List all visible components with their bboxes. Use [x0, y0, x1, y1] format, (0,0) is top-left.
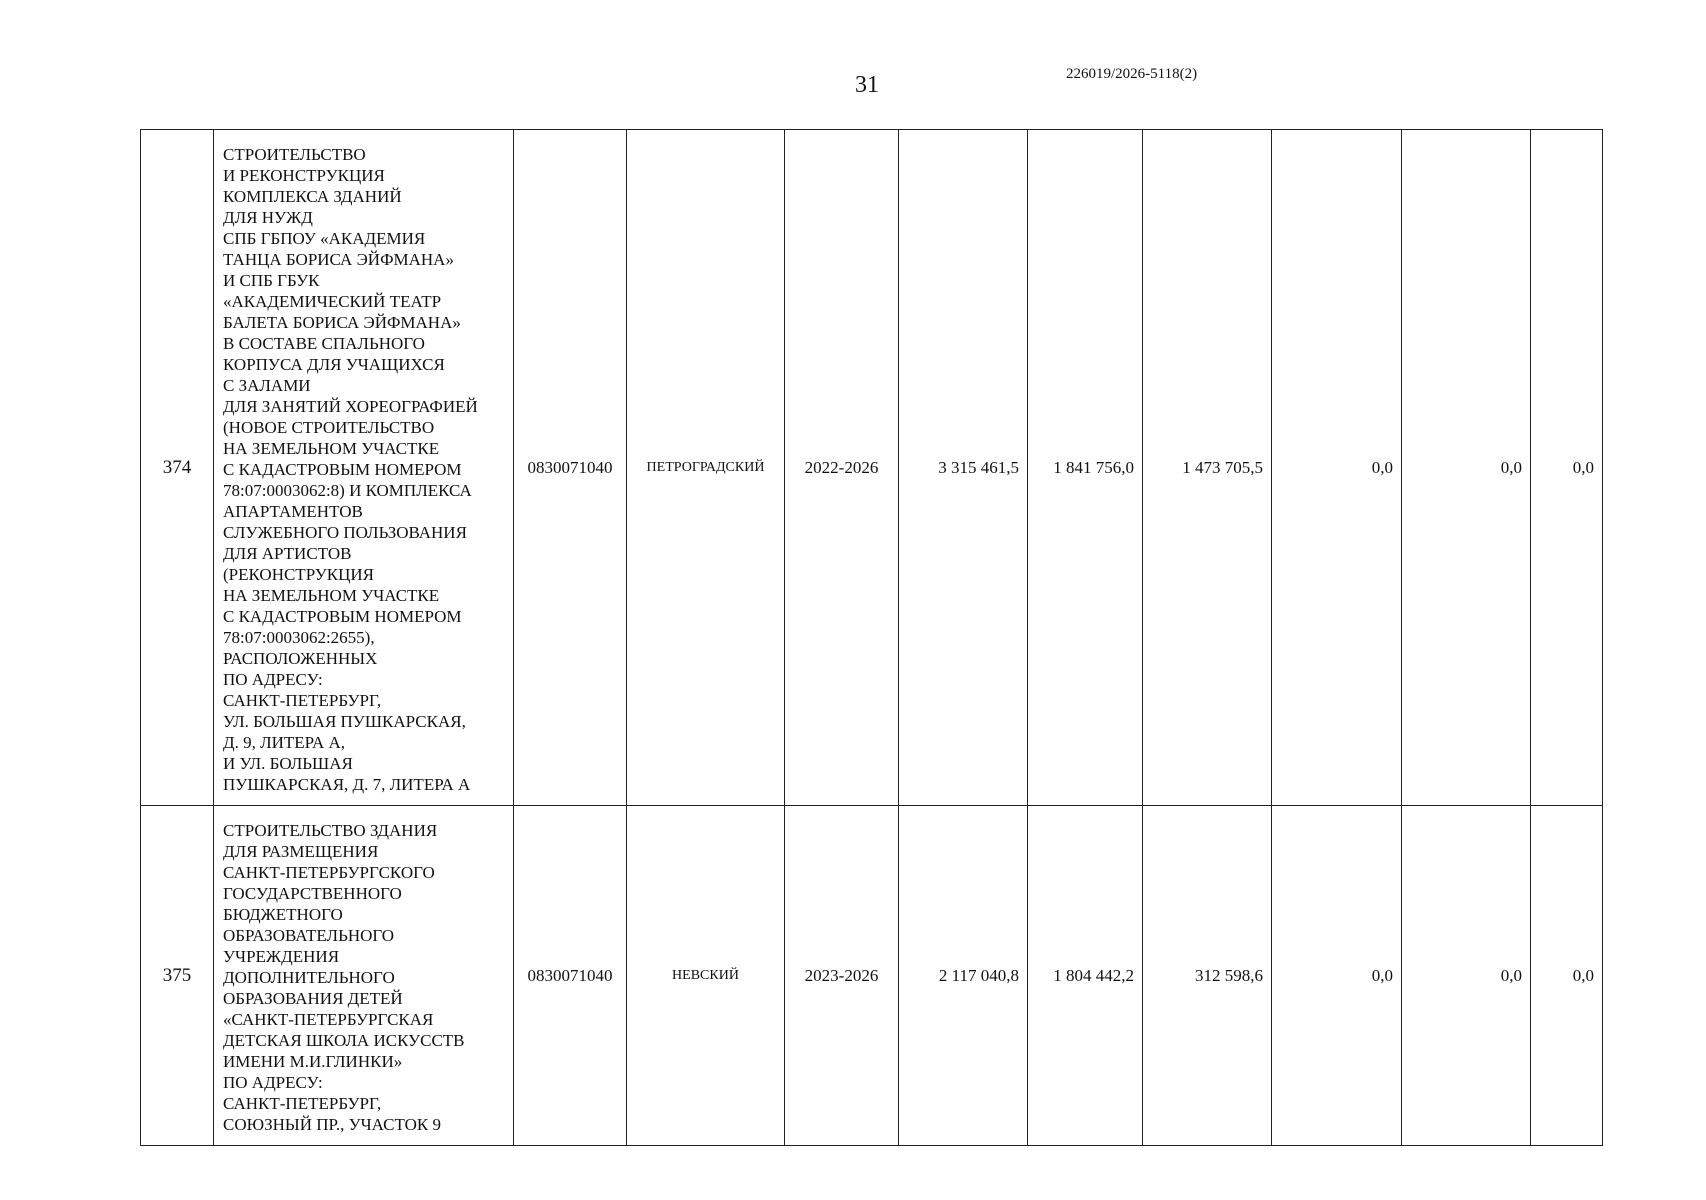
page-number: 31: [855, 72, 879, 98]
object-name-line: ИМЕНИ М.И.ГЛИНКИ»: [223, 1052, 403, 1071]
object-name-line: КОМПЛЕКСА ЗДАНИЙ: [223, 187, 402, 206]
amount-cell: 3 315 461,5: [899, 130, 1028, 806]
amount-cell: 0,0: [1531, 806, 1603, 1146]
object-name-line: ПО АДРЕСУ:: [223, 1073, 323, 1092]
budget-code-cell: 0830071040: [514, 806, 627, 1146]
object-name-line: СТРОИТЕЛЬСТВО ЗДАНИЯ: [223, 821, 438, 840]
amount-cell: 1 473 705,5: [1143, 130, 1272, 806]
district-cell: ПЕТРОГРАДСКИЙ: [627, 130, 785, 806]
object-name-line: И СПБ ГБУК: [223, 271, 320, 290]
object-name-line: РАСПОЛОЖЕННЫХ: [223, 649, 378, 668]
table-row: [141, 806, 1603, 1146]
object-name-line: И УЛ. БОЛЬШАЯ: [223, 754, 353, 773]
object-name-line: СТРОИТЕЛЬСТВО: [223, 145, 366, 164]
object-name-line: ДОПОЛНИТЕЛЬНОГО: [223, 968, 395, 987]
object-name-line: СЛУЖЕБНОГО ПОЛЬЗОВАНИЯ: [223, 523, 467, 542]
object-name-line: СПБ ГБПОУ «АКАДЕМИЯ: [223, 229, 426, 248]
row-number-cell: 375: [141, 806, 214, 1146]
object-name-line: САНКТ-ПЕТЕРБУРГ,: [223, 1094, 382, 1113]
object-name-line: ДЕТСКАЯ ШКОЛА ИСКУССТВ: [223, 1031, 465, 1050]
object-name-line: (РЕКОНСТРУКЦИЯ: [223, 565, 374, 584]
period-cell: 2022-2026: [785, 130, 899, 806]
object-name-line: ОБРАЗОВАТЕЛЬНОГО: [223, 926, 395, 945]
object-name-line: С КАДАСТРОВЫМ НОМЕРОМ: [223, 607, 462, 626]
amount-cell: 312 598,6: [1143, 806, 1272, 1146]
object-name-line: С ЗАЛАМИ: [223, 376, 311, 395]
object-name-line: ОБРАЗОВАНИЯ ДЕТЕЙ: [223, 989, 403, 1008]
object-name-line: (НОВОЕ СТРОИТЕЛЬСТВО: [223, 418, 435, 437]
object-name-line: ПУШКАРСКАЯ, Д. 7, ЛИТЕРА А: [223, 775, 471, 794]
object-name-line: С КАДАСТРОВЫМ НОМЕРОМ: [223, 460, 462, 479]
object-name-line: КОРПУСА ДЛЯ УЧАЩИХСЯ: [223, 355, 445, 374]
object-name-line: САНКТ-ПЕТЕРБУРГ,: [223, 691, 382, 710]
object-name-cell: [214, 130, 514, 806]
object-name-line: УЛ. БОЛЬШАЯ ПУШКАРСКАЯ,: [223, 712, 466, 731]
object-name-line: И РЕКОНСТРУКЦИЯ: [223, 166, 385, 185]
object-name-line: ТАНЦА БОРИСА ЭЙФМАНА»: [223, 250, 454, 269]
object-name-cell: [214, 806, 514, 1146]
district-cell: НЕВСКИЙ: [627, 806, 785, 1146]
object-name-line: БЮДЖЕТНОГО: [223, 905, 343, 924]
object-name-line: 78:07:0003062:8) И КОМПЛЕКСА: [223, 481, 472, 500]
amount-cell: 0,0: [1402, 806, 1531, 1146]
object-name-line: САНКТ-ПЕТЕРБУРГСКОГО: [223, 863, 435, 882]
document-code: 226019/2026-5118(2): [1066, 66, 1198, 82]
object-name-line: «АКАДЕМИЧЕСКИЙ ТЕАТР: [223, 292, 442, 311]
budget-table-container: [140, 129, 1602, 1146]
period-cell: 2023-2026: [785, 806, 899, 1146]
object-name-line: СОЮЗНЫЙ ПР., УЧАСТОК 9: [223, 1115, 441, 1134]
object-name-line: 78:07:0003062:2655),: [223, 628, 375, 647]
object-name-line: ПО АДРЕСУ:: [223, 670, 323, 689]
budget-table: [140, 129, 1603, 1146]
amount-cell: 0,0: [1402, 130, 1531, 806]
object-name-line: «САНКТ-ПЕТЕРБУРГСКАЯ: [223, 1010, 434, 1029]
amount-cell: 1 804 442,2: [1028, 806, 1143, 1146]
object-name-line: БАЛЕТА БОРИСА ЭЙФМАНА»: [223, 313, 461, 332]
row-number-cell: 374: [141, 130, 214, 806]
object-name-line: ДЛЯ АРТИСТОВ: [223, 544, 352, 563]
object-name-line: ГОСУДАРСТВЕННОГО: [223, 884, 402, 903]
object-name-line: ДЛЯ РАЗМЕЩЕНИЯ: [223, 842, 379, 861]
amount-cell: 2 117 040,8: [899, 806, 1028, 1146]
object-name-line: УЧРЕЖДЕНИЯ: [223, 947, 340, 966]
amount-cell: 1 841 756,0: [1028, 130, 1143, 806]
amount-cell: 0,0: [1531, 130, 1603, 806]
amount-cell: 0,0: [1272, 130, 1402, 806]
object-name-line: Д. 9, ЛИТЕРА А,: [223, 733, 346, 752]
object-name-line: В СОСТАВЕ СПАЛЬНОГО: [223, 334, 425, 353]
object-name-line: НА ЗЕМЕЛЬНОМ УЧАСТКЕ: [223, 439, 440, 458]
object-name-line: ДЛЯ НУЖД: [223, 208, 313, 227]
object-name-line: ДЛЯ ЗАНЯТИЙ ХОРЕОГРАФИЕЙ: [223, 397, 478, 416]
object-name-line: НА ЗЕМЕЛЬНОМ УЧАСТКЕ: [223, 586, 440, 605]
budget-code-cell: 0830071040: [514, 130, 627, 806]
table-row: [141, 130, 1603, 806]
object-name-line: АПАРТАМЕНТОВ: [223, 502, 363, 521]
amount-cell: 0,0: [1272, 806, 1402, 1146]
